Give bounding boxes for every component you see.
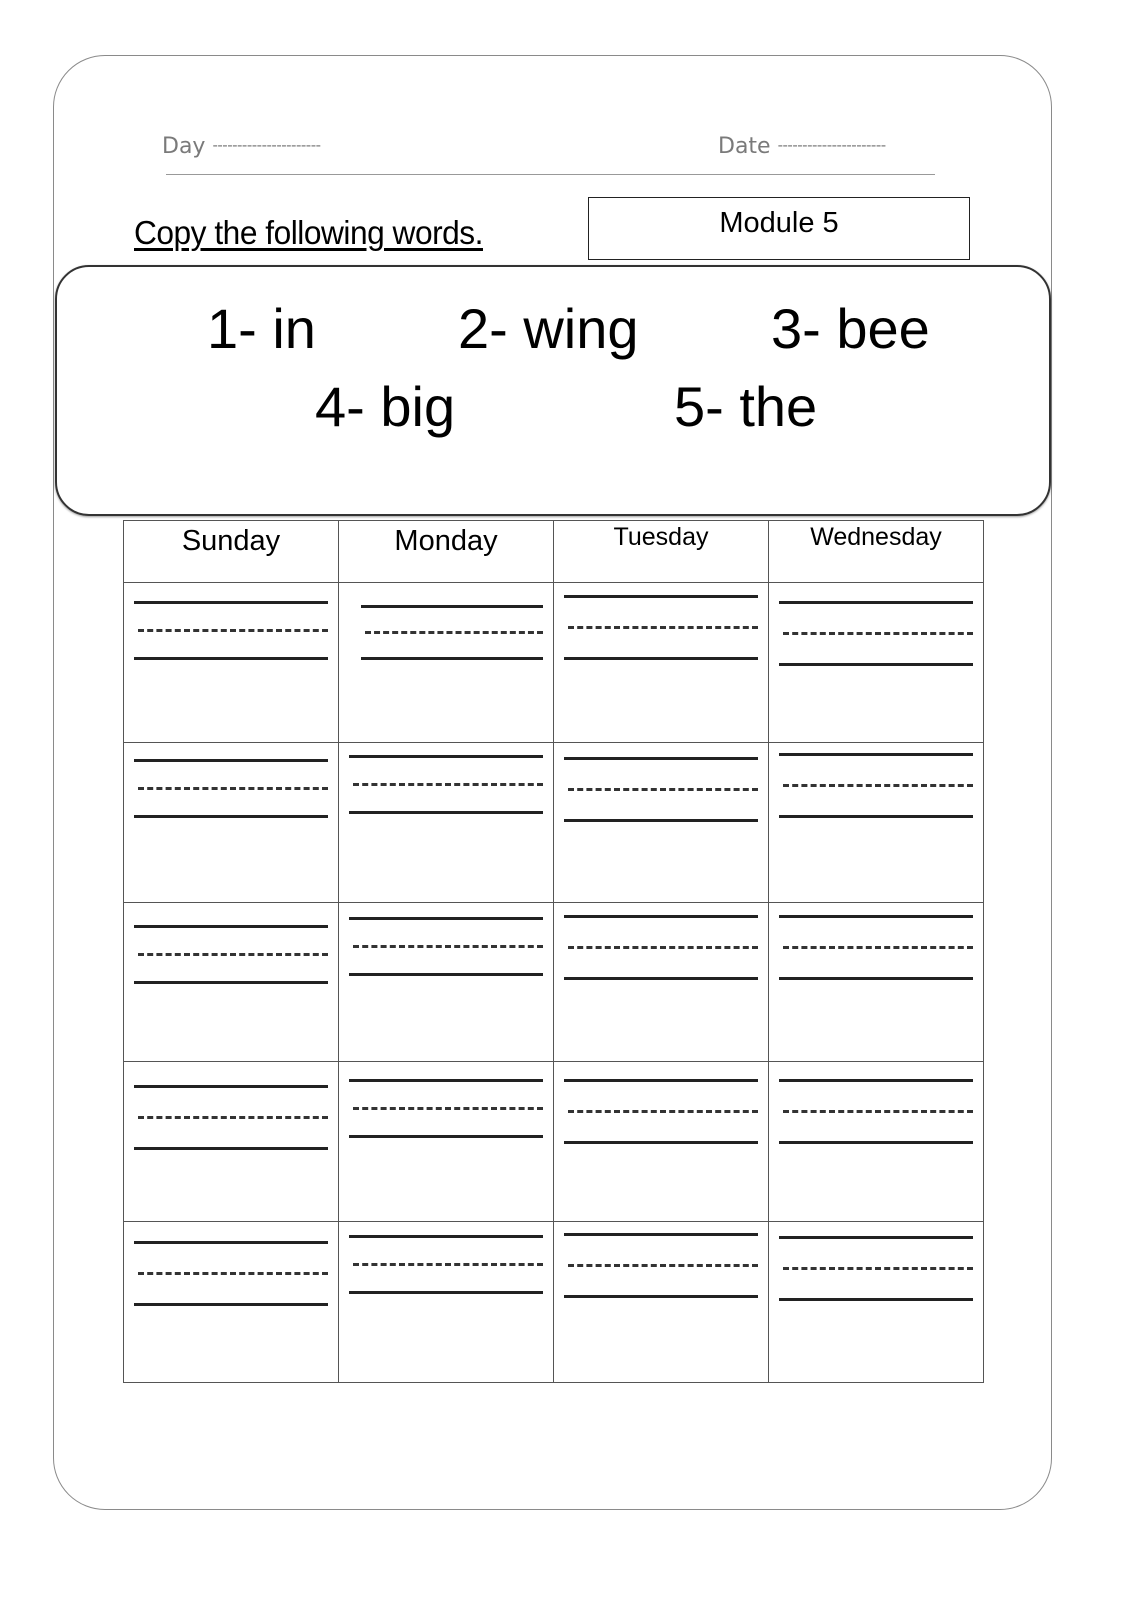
writing-cell[interactable] — [769, 903, 983, 1063]
column-header-sunday: Sunday — [124, 521, 339, 583]
writing-cell[interactable] — [769, 1062, 983, 1222]
writing-cell[interactable] — [769, 583, 983, 743]
writing-cell[interactable] — [124, 903, 339, 1063]
word-item: 3- bee — [771, 297, 930, 360]
writing-cell[interactable] — [554, 903, 769, 1063]
instruction-heading: Copy the following words. — [134, 214, 483, 251]
writing-cell[interactable] — [339, 1222, 554, 1382]
day-date-line — [162, 134, 952, 164]
writing-cell[interactable] — [554, 583, 769, 743]
word-item: 4- big — [315, 375, 456, 438]
column-header-monday: Monday — [339, 521, 554, 583]
word-item: 5- the — [674, 375, 818, 438]
day-field[interactable] — [162, 134, 321, 159]
practice-table — [123, 520, 984, 1383]
column-header-wednesday: Wednesday — [769, 521, 983, 583]
day-blank: ---------------------- — [212, 136, 321, 154]
writing-cell[interactable] — [554, 743, 769, 903]
writing-cell[interactable] — [339, 1062, 554, 1222]
writing-cell[interactable] — [769, 1222, 983, 1382]
word-list-box — [55, 265, 1051, 516]
date-field[interactable] — [718, 134, 886, 159]
writing-cell[interactable] — [339, 903, 554, 1063]
column-header-tuesday: Tuesday — [554, 521, 769, 583]
date-label: Date — [718, 134, 771, 159]
writing-cell[interactable] — [554, 1222, 769, 1382]
writing-cell[interactable] — [339, 583, 554, 743]
header-divider — [166, 174, 935, 175]
word-item: 1- in — [207, 297, 316, 360]
writing-cell[interactable] — [124, 1062, 339, 1222]
date-blank: ---------------------- — [777, 136, 886, 154]
writing-cell[interactable] — [124, 743, 339, 903]
word-item: 2- wing — [458, 297, 639, 360]
writing-cell[interactable] — [769, 743, 983, 903]
module-label: Module 5 — [588, 197, 970, 260]
writing-cell[interactable] — [124, 1222, 339, 1382]
day-label: Day — [162, 134, 206, 159]
writing-cell[interactable] — [339, 743, 554, 903]
writing-cell[interactable] — [124, 583, 339, 743]
writing-cell[interactable] — [554, 1062, 769, 1222]
